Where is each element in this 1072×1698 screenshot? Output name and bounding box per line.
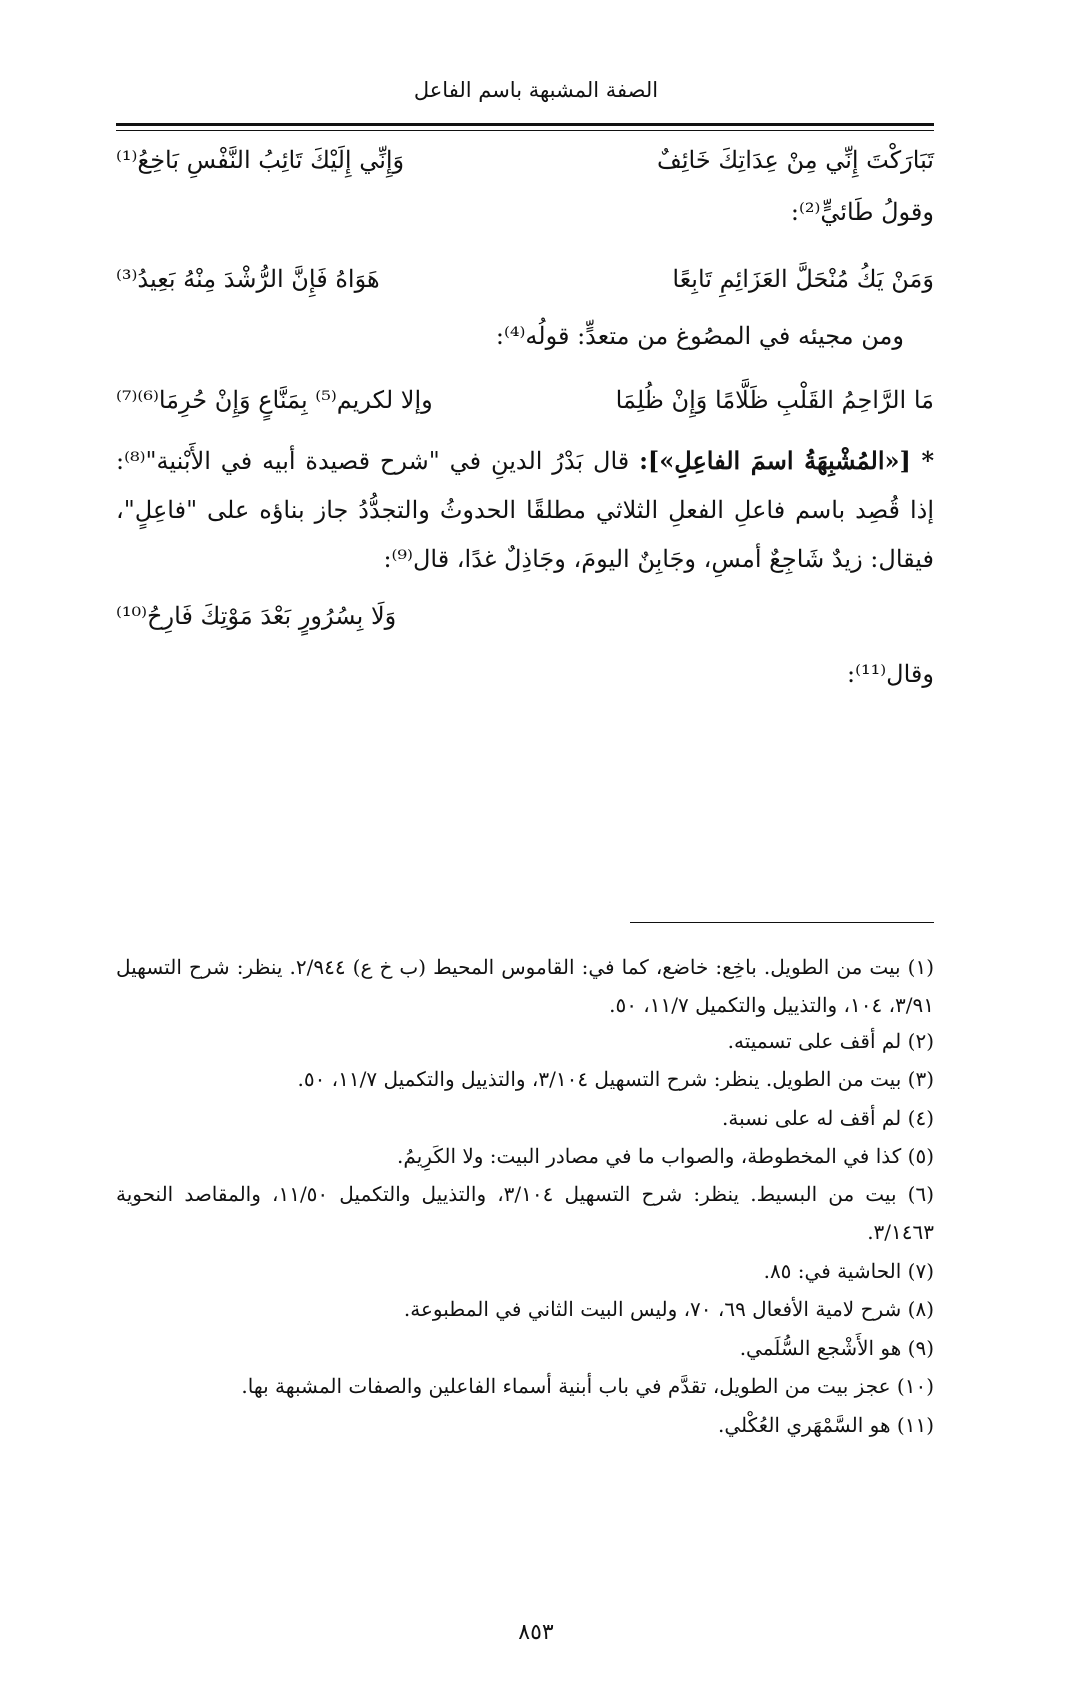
verse4-hemistich: وَلَا بِسُرُورٍ بَعْدَ مَوْتِكَ فَارِحُ⁽¹⁰⁾ (116, 602, 397, 630)
page-number: ٨٥٣ (518, 1620, 554, 1645)
verse1-second-hemistich: وَإِنِّي إِلَيْكَ تَائِبُ النَّفْسِ بَاخِعُ⁽¹⁾ (116, 146, 405, 174)
quote-intro-line: وقولُ طَائيٍّ⁽²⁾: (790, 198, 934, 226)
header-rule-thick (116, 123, 934, 126)
transitive-intro-line: ومن مجيئه في المصُوغ من متعدٍّ: قولُه⁽⁴⁾: (495, 322, 904, 350)
footnote-11: (١١) هو السَّمْهَري العُكْلي. (717, 1413, 934, 1437)
body-paragraph (116, 436, 934, 584)
verse3-second-hemistich: وإلا لكريم⁽⁵⁾ بِمَنَّاعٍ وَإِنْ حُرِمَا⁽⁶⁾⁽⁷⁾ (116, 386, 433, 414)
footnote-2: (٢) لم أقف على تسميته. (727, 1029, 934, 1053)
quote-intro-line-2: وقال⁽¹¹⁾: (847, 660, 934, 688)
footnote-6: (٦) بيت من البسيط. ينظر: شرح التسهيل ٣/١٠٤، والتذييل والتكميل ١١/٥٠، والمقاصد النحوية ٣/١٤٦٣. (116, 1182, 934, 1244)
footnote-8: (٨) شرح لامية الأفعال ٦٩، ٧٠، وليس البيت الثاني في المطبوعة. (403, 1297, 934, 1321)
verse2-first-hemistich: وَمَنْ يَكُ مُنْحَلَّ العَزَائِمِ تَابِعًا (672, 265, 934, 293)
footnote-5: (٥) كذا في المخطوطة، والصواب ما في مصادر البيت: ولا الكَرِيمُ. (397, 1144, 934, 1168)
verse3-first-hemistich: مَا الرَّاحِمُ القَلْبِ ظَلَّامًا وَإِنْ ظُلِمَا (615, 386, 934, 414)
footnote-4: (٤) لم أقف له على نسبة. (722, 1106, 934, 1130)
running-title: الصفة المشبهة باسم الفاعل (413, 78, 659, 102)
paragraph-text: قال بَدْرُ الدينِ في "شرح قصيدة أبيه في الأَبْنية"⁽⁸⁾: إذا قُصِد باسم فاعلِ الفعلِ الثلاثي مطلقًا الحدوثُ والتجدُّدُ جاز بناؤه على "فاعِلٍ"، فيقال: زيدٌ شَاجِعٌ أمسِ، وجَابِنٌ اليومَ، وجَاذِلٌ غدًا، قال⁽⁹⁾: (116, 447, 934, 573)
header-rule-thin (116, 130, 934, 131)
verse2-second-hemistich: هَوَاهُ فَإِنَّ الرُّشْدَ مِنْهُ بَعِيدُ⁽³⁾ (116, 265, 380, 293)
footnote-10: (١٠) عجز بيت من الطويل، تقدَّم في باب أبنية أسماء الفاعلين والصفات المشبهة بها. (241, 1374, 934, 1398)
footnote-3: (٣) بيت من الطويل. ينظر: شرح التسهيل ٣/١٠٤، والتذييل والتكميل ١١/٧، ٥٠. (297, 1067, 934, 1091)
footnote-7: (٧) الحاشية في: ٨٥. (763, 1259, 934, 1283)
footnote-separator (630, 922, 934, 923)
footnote-9: (٩) هو الأَشْجع السُّلَمي. (739, 1336, 934, 1360)
footnote-1: (١) بيت من الطويل. باخِع: خاضع، كما في: القاموس المحيط (ب خ ع) ٢/٩٤٤. ينظر: شرح التسهيل ٣/٩١، ١٠٤، والتذييل والتكميل ١١/٧، ٥٠. (116, 955, 935, 1017)
section-heading: * [«المُشْبِهَةُ اسمَ الفاعِلِ»]: (639, 446, 934, 475)
verse1-first-hemistich: تَبَارَكْتَ إِنِّي مِنْ عِدَاتِكَ خَائِفٌ (657, 146, 934, 174)
